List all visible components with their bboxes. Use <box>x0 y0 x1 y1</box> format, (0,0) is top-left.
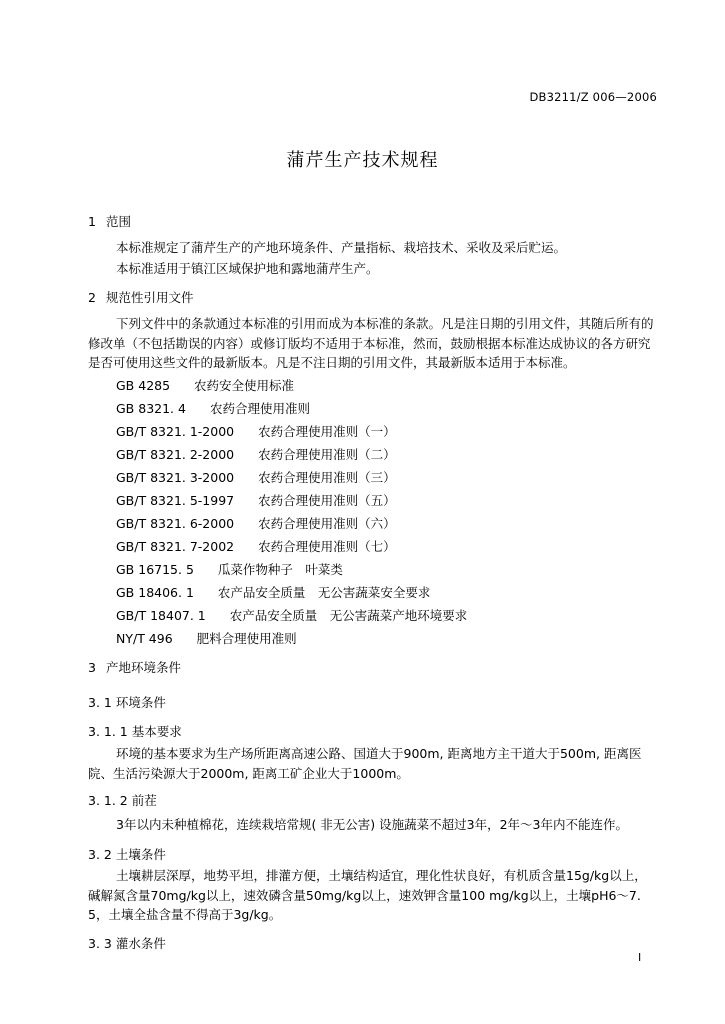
section-3-3-heading: 3. 3 灌水条件 <box>88 936 166 951</box>
section-3-2-heading: 3. 2 土壤条件 <box>88 847 166 862</box>
reference-title: 农药合理使用准则（七） <box>258 539 396 554</box>
reference-code: GB/T 8321. 7-2002 <box>116 539 235 554</box>
reference-title: 农药合理使用准则（五） <box>258 493 396 508</box>
document-title: 蒲芹生产技术规程 <box>286 150 439 171</box>
reference-code: GB 18406. 1 <box>116 585 194 600</box>
reference-code: GB 16715. 5 <box>116 562 194 577</box>
section-number: 1 <box>88 214 96 229</box>
section-3-1-1-paragraph <box>88 744 658 783</box>
section-3-heading <box>88 658 181 676</box>
reference-item <box>116 560 343 578</box>
reference-title: 农产品安全质量 无公害蔬菜安全要求 <box>217 585 431 600</box>
reference-title: 农药安全使用标准 <box>194 378 295 393</box>
reference-title: 瓜菜作物种子 叶菜类 <box>217 562 343 577</box>
section-3-1-1-heading: 3. 1. 1 基本要求 <box>88 724 182 739</box>
section-3-1-2-paragraph <box>88 815 658 835</box>
reference-item <box>116 399 310 417</box>
section-1-paragraph-1: 本标准规定了蒲芹生产的产地环境条件、产量指标、栽培技术、采收及采后贮运。 <box>116 240 567 255</box>
section-3-2-text: 土壤耕层深厚，地势平坦，排灌方便，土壤结构适宜，理化性状良好，有机质含量15g/kg以上，碱解氮含量70mg/kg以上，速效磷含量50mg/kg以上，速效钾含量100 mg/kg以上，土壤pH6～7. 5，土壤全盐含量不得高于3g/kg。 <box>88 868 647 922</box>
reference-item <box>116 491 396 509</box>
reference-code: GB/T 8321. 3-2000 <box>116 470 235 485</box>
section-3-1-1-text: 环境的基本要求为生产场所距离高速公路、国道大于900m, 距离地方主干道大于500m, 距离医院、生活污染源大于2000m, 距离工矿企业大于1000m。 <box>88 746 642 781</box>
reference-item <box>116 514 396 532</box>
reference-item <box>116 629 297 647</box>
reference-code: NY/T 496 <box>116 631 173 646</box>
document-code: DB3211/Z 006—2006 <box>529 90 657 104</box>
reference-item <box>116 445 396 463</box>
section-3-2-paragraph <box>88 866 658 925</box>
section-1-heading <box>88 212 131 230</box>
section-title: 范围 <box>106 214 132 229</box>
section-3-1-2-text: 3年以内未种植棉花，连续栽培常规( 非无公害) 设施蔬菜不超过3年，2年～3年内不能连作。 <box>116 817 629 832</box>
reference-item <box>116 422 396 440</box>
reference-code: GB/T 8321. 2-2000 <box>116 447 235 462</box>
reference-title: 农药合理使用准则 <box>209 401 310 416</box>
reference-item <box>116 537 396 555</box>
reference-code: GB 4285 <box>116 378 171 393</box>
section-3-1-2-heading: 3. 1. 2 前茬 <box>88 793 157 808</box>
reference-code: GB 8321. 4 <box>116 401 186 416</box>
reference-item <box>116 606 467 624</box>
section-2-heading <box>88 288 194 306</box>
reference-item <box>116 468 396 486</box>
reference-title: 农药合理使用准则（六） <box>258 516 396 531</box>
reference-title: 肥料合理使用准则 <box>196 631 297 646</box>
section-title: 规范性引用文件 <box>106 290 194 305</box>
section-1-paragraph-2: 本标准适用于镇江区域保护地和露地蒲芹生产。 <box>116 261 379 276</box>
reference-code: GB/T 18407. 1 <box>116 608 206 623</box>
reference-title: 农产品安全质量 无公害蔬菜产地环境要求 <box>229 608 468 623</box>
section-2-text: 下列文件中的条款通过本标准的引用而成为本标准的条款。凡是注日期的引用文件，其随后所有的修改单（不包括勘误的内容）或修订版均不适用于本标准，然而，鼓励根据本标准达成协议的各方研究是否可使用这些文件的最新版本。凡是不注日期的引用文件，其最新版本适用于本标准。 <box>88 316 654 370</box>
section-3-1-heading: 3. 1 环境条件 <box>88 695 166 710</box>
reference-code: GB/T 8321. 6-2000 <box>116 516 235 531</box>
section-title: 产地环境条件 <box>106 660 182 675</box>
reference-title: 农药合理使用准则（三） <box>258 470 396 485</box>
section-2-paragraph <box>88 314 658 373</box>
page-number: I <box>638 951 642 964</box>
reference-code: GB/T 8321. 5-1997 <box>116 493 235 508</box>
section-number: 3 <box>88 660 96 675</box>
reference-title: 农药合理使用准则（二） <box>258 447 396 462</box>
reference-code: GB/T 8321. 1-2000 <box>116 424 235 439</box>
reference-title: 农药合理使用准则（一） <box>258 424 396 439</box>
section-number: 2 <box>88 290 96 305</box>
reference-item <box>116 376 294 394</box>
reference-item <box>116 583 430 601</box>
